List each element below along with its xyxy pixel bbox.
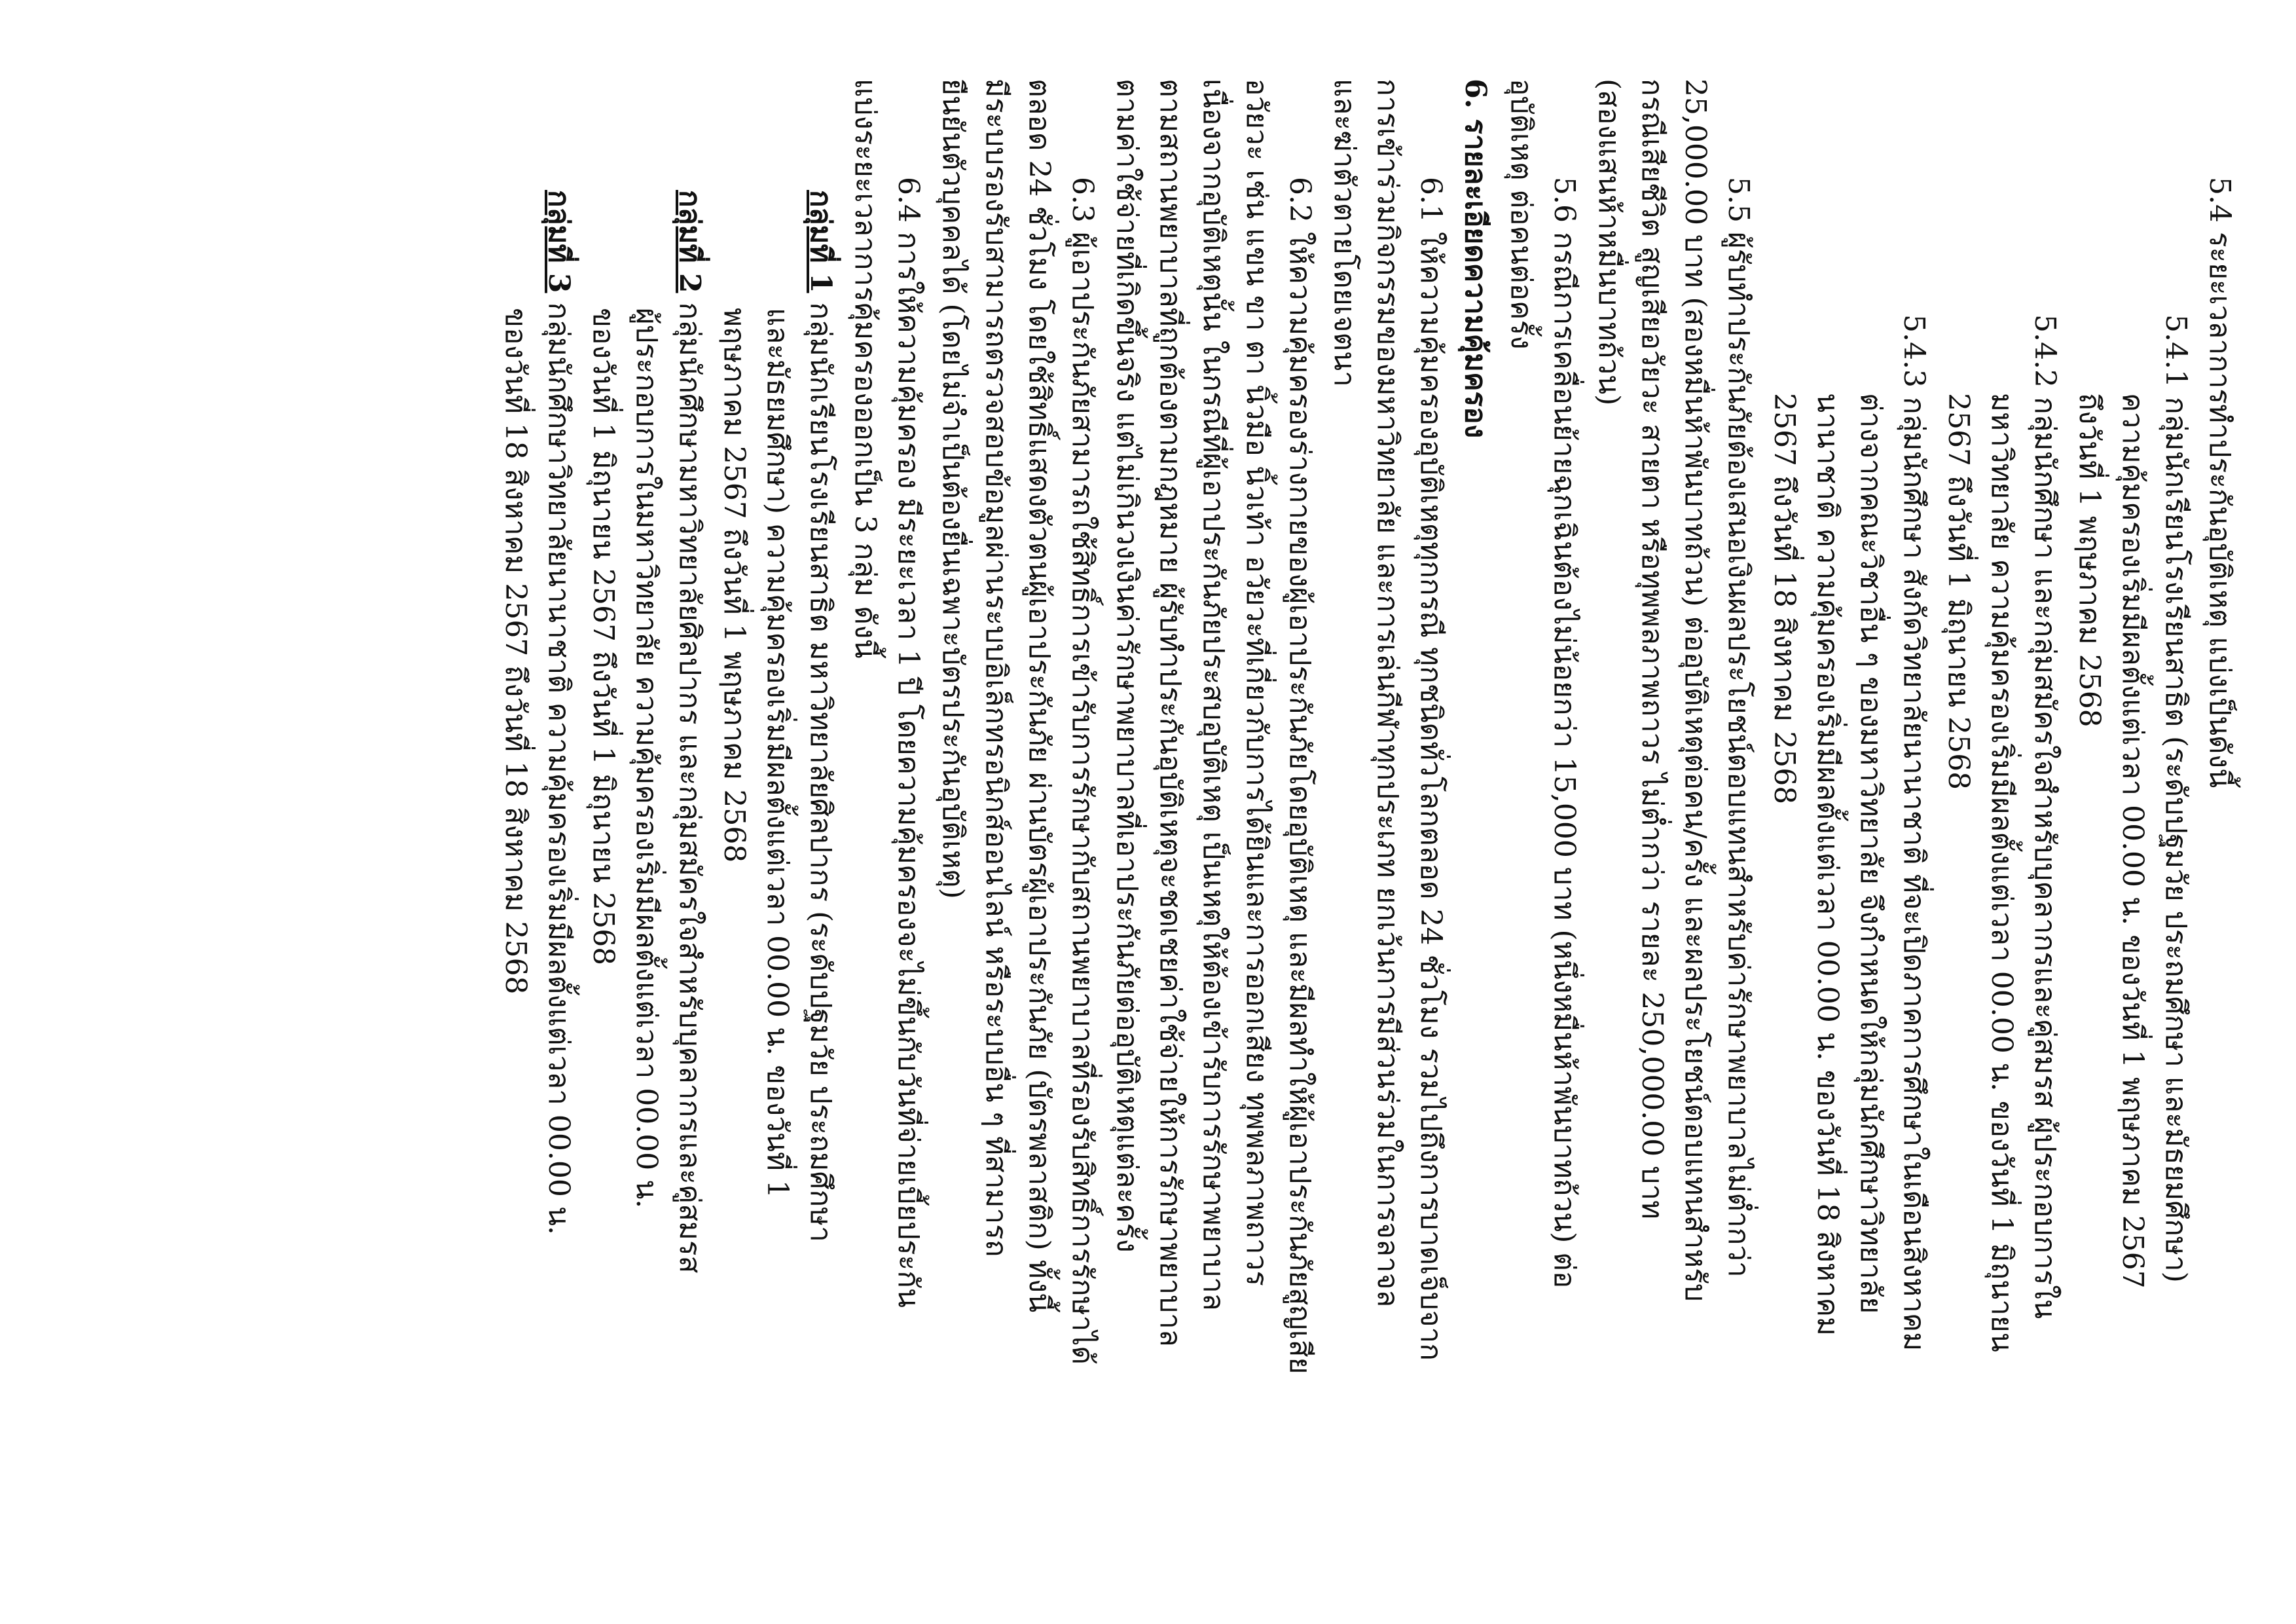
section-5-4-3-line: ต่างจากคณะวิชาอื่น ๆ ของมหาวิทยาลัย จึงกำหนดให้กลุ่มนักศึกษาวิทยาลัย <box>1854 393 1887 1314</box>
section-5-4-2-line: 2567 ถึงวันที่ 1 มิถุนายน 2568 <box>1942 393 1975 790</box>
section-5-5-line: กรณีเสียชีวิต สูญเสียอวัยวะ สายตา หรือทุพพลภาพถาวร ไม่ต่ำกว่า รายละ 250,000.00 บาท <box>1635 79 1669 1219</box>
section-6-3-line: 6.3 ผู้เอาประกันภัยสามารถใช้สิทธิ์การเข้ารับการรักษากับสถานพยาบาลที่รองรับสิทธิ์การรักษาได้ <box>1066 177 1099 1365</box>
section-5-6-line: อุบัติเหตุ ต่อคนต่อครั้ง <box>1504 79 1538 350</box>
section-6-2-line: 6.2 ให้ความคุ้มครองร่างกายของผู้เอาประกันภัยโดยอุบัติเหตุ และมีผลทำให้ผู้เอาประกันภัยสูญเสีย <box>1283 177 1317 1375</box>
group-2-text: กลุ่มนักศึกษามหาวิทยาลัยศิลปากร และกลุ่มสมัครใจสำหรับบุคลากรและคู่สมรส <box>673 293 706 1274</box>
section-5-5-line: 25,000.00 บาท (สองหมื่นห้าพันบาทถ้วน) ต่ออุบัติเหตุต่อคน/ครั้ง และผลประโยชน์ตอบแทนสำหรับ <box>1679 79 1712 1302</box>
section-6-2-line: เนื่องจากอุบัติเหตุนั้น ในกรณีที่ผู้เอาประกันภัยประสบอุบัติเหตุ เป็นเหตุให้ต้องเข้ารับการรักษาพยาบาล <box>1197 79 1230 1311</box>
group-1-label: กลุ่มที่ 1 <box>804 190 837 293</box>
group-1-text: กลุ่มนักเรียนโรงเรียนสาธิต มหาวิทยาลัยศิลปากร (ระดับปฐมวัย ประถมศึกษา <box>804 293 837 1242</box>
section-5-4-3-line: 2567 ถึงวันที่ 18 สิงหาคม 2568 <box>1768 393 1801 805</box>
section-6-2-line: ตามสถานพยาบาลที่ถูกต้องตามกฎหมาย ผู้รับทำประกันอุบัติเหตุจะชดเชยค่าใช้จ่ายให้การรักษาพยาบาล <box>1154 79 1187 1347</box>
section-6-3-line: มีระบบรองรับสามารถตรวจสอบข้อมูลผ่านระบบอิเล็กทรอนิกส์ออนไลน์ หรือระบบอื่น ๆ ที่สามารถ <box>979 79 1013 1257</box>
group-3-label: กลุ่มที่ 3 <box>542 190 575 293</box>
section-6-4-line: 6.4 การให้ความคุ้มครอง มีระยะเวลา 1 ปี โดยความคุ้มครองจะไม่ขึ้นกับวันที่จ่ายเบี้ยประกัน <box>892 177 925 1308</box>
section-5-6-line: 5.6 กรณีการเคลื่อนย้ายฉุกเฉินต้องไม่น้อยกว่า 15,000 บาท (หนึ่งหมื่นห้าพันบาทถ้วน) ต่อ <box>1548 177 1581 1289</box>
group-1-line: พฤษภาคม 2567 ถึงวันที่ 1 พฤษภาคม 2568 <box>718 308 751 863</box>
section-6-1-line: และฆ่าตัวตายโดยเจตนา <box>1328 79 1361 387</box>
section-6-3-line: ตลอด 24 ชั่วโมง โดยใช้สิทธิ์แสดงตัวตนผู้เอาประกันภัย ผ่านบัตรผู้เอาประกันภัย (บัตรพลาสติก) ทั้งนี้ <box>1023 79 1056 1313</box>
section-5-4-1-line: 5.4.1 กลุ่มนักเรียนโรงเรียนสาธิต (ระดับปฐมวัย ประถมศึกษา และมัธยมศึกษา) <box>2159 314 2193 1283</box>
section-6-3-line: ยืนยันตัวบุคคลได้ (โดยไม่จำเป็นต้องยื่นเฉพาะบัตรประกันอุบัติเหตุ) <box>936 79 970 899</box>
section-6-1-line: 6.1 ให้ความคุ้มครองอุบัติเหตุทุกกรณี ทุกชนิดทั่วโลกตลอด 24 ชั่วโมง รวมไปถึงการบาดเจ็บจาก <box>1414 177 1448 1361</box>
section-6-2-line: ตามค่าใช้จ่ายที่เกิดขึ้นจริง แต่ไม่เกินวงเงินค่ารักษาพยาบาลที่เอาประกันภัยต่ออุบัติเหตุแต่ละครั้ง <box>1110 79 1144 1253</box>
section-6-4-line: แบ่งระยะเวลาการคุ้มครองออกเป็น 3 กลุ่ม ดังนี้ <box>848 79 882 659</box>
section-5-4-1-line: ถึงวันที่ 1 พฤษภาคม 2568 <box>2073 393 2106 728</box>
section-6-heading: 6. รายละเอียดความคุ้มครอง <box>1459 79 1492 439</box>
group-3-line: ของวันที่ 18 สิงหาคม 2567 ถึงวันที่ 18 สิงหาคม 2568 <box>499 308 532 995</box>
section-5-4-1-line: ความคุ้มครองเริ่มมีผลตั้งแต่เวลา 00.00 น. ของวันที่ 1 พฤษภาคม 2567 <box>2116 393 2149 1289</box>
section-5-4-2-line: มหาวิทยาลัย ความคุ้มครองเริ่มมีผลตั้งแต่เวลา 00.00 น. ของวันที่ 1 มิถุนายน <box>1985 393 2018 1352</box>
group-3-line <box>544 190 573 1235</box>
group-1-line: และมัธยมศึกษา) ความคุ้มครองเริ่มมีผลตั้งแต่เวลา 00.00 น. ของวันที่ 1 <box>761 308 794 1198</box>
section-5-4-heading: 5.4 ระยะเวลาการทำประกันอุบัติเหตุ แบ่งเป็นดังนี้ <box>2203 177 2236 788</box>
section-5-4-3-line: 5.4.3 กลุ่มนักศึกษา สังกัดวิทยาลัยนานาชาติ ที่จะเปิดภาคการศึกษาในเดือนสิงหาคม <box>1897 314 1931 1352</box>
group-2-line: ของวันที่ 1 มิถุนายน 2567 ถึงวันที่ 1 มิถุนายน 2568 <box>587 308 620 966</box>
section-6-1-line: การเข้าร่วมกิจกรรมของมหาวิทยาลัย และการเล่นกีฬาทุกประเภท ยกเว้นการมีส่วนร่วมในการจลาจล <box>1371 79 1404 1308</box>
section-6-2-line: อวัยวะ เช่น แขน ขา ตา นิ้วมือ นิ้วเท้า อวัยวะที่เกี่ยวกับการได้ยินและการออกเสียง ทุพพลภาพถาวร <box>1240 79 1273 1286</box>
group-3-text: กลุ่มนักศึกษาวิทยาลัยนานาชาติ ความคุ้มครองเริ่มมีผลตั้งแต่เวลา 00.00 น. <box>542 293 575 1235</box>
section-5-5-line: (สองแสนห้าหมื่นบาทถ้วน) <box>1592 79 1626 406</box>
group-1-line <box>806 190 835 1242</box>
section-5-5-line: 5.5 ผู้รับทำประกันภัยต้องเสนอเงินผลประโยชน์ตอบแทนสำหรับค่ารักษาพยาบาลไม่ต่ำกว่า <box>1722 177 1755 1278</box>
group-2-line <box>675 190 704 1274</box>
section-5-4-2-line: 5.4.2 กลุ่มนักศึกษา และกลุ่มสมัครใจสำหรับบุคลากรและคู่สมรส ผู้ประกอบการใน <box>2028 314 2062 1319</box>
group-2-line: ผู้ประกอบการในมหาวิทยาลัย ความคุ้มครองเริ่มมีผลตั้งแต่เวลา 00.00 น. <box>630 308 663 1209</box>
group-2-label: กลุ่มที่ 2 <box>673 190 706 293</box>
section-5-4-3-line: นานาชาติ ความคุ้มครองเริ่มมีผลตั้งแต่เวลา 00.00 น. ของวันที่ 18 สิงหาคม <box>1811 393 1844 1337</box>
